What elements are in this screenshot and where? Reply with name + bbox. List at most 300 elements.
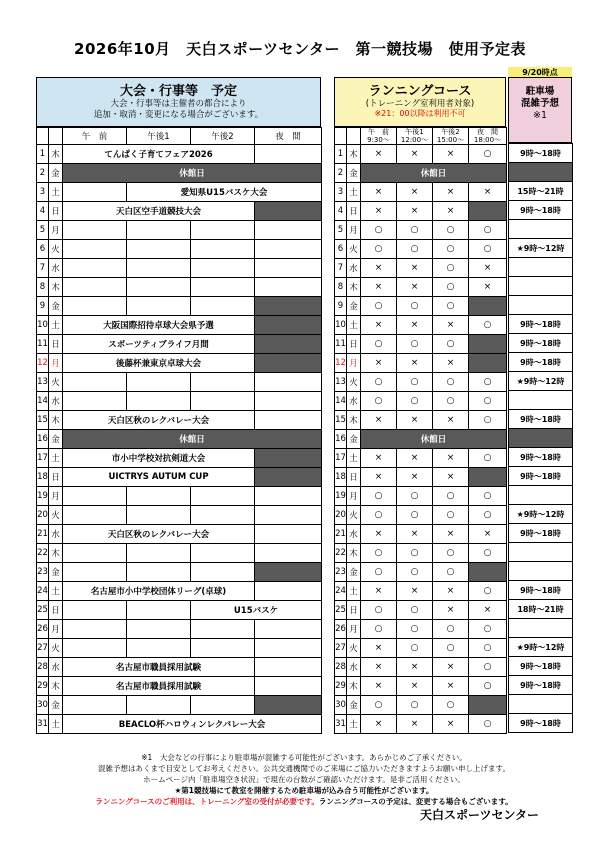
- slot-cell: [191, 696, 255, 715]
- availability-mark: ○: [433, 506, 469, 525]
- parking-forecast: 9時～18時: [509, 353, 573, 372]
- availability-mark: ○: [469, 145, 507, 164]
- running-row: [335, 202, 507, 221]
- weekday: 土: [49, 316, 63, 335]
- availability-mark: ○: [433, 240, 469, 259]
- events-row: [37, 639, 322, 658]
- slot-cell: [255, 392, 322, 411]
- day-number: 8: [37, 278, 49, 297]
- day-number: 24: [335, 582, 347, 601]
- events-row: [37, 430, 322, 449]
- as-of-badge: 9/20時点: [508, 67, 572, 78]
- running-row: [335, 335, 507, 354]
- running-row: [335, 563, 507, 582]
- availability-mark: ○: [469, 373, 507, 392]
- slot-cell: [127, 639, 191, 658]
- weekday: 土: [347, 715, 361, 734]
- availability-mark: ○: [397, 620, 433, 639]
- availability-mark: ×: [361, 278, 397, 297]
- running-row: [335, 487, 507, 506]
- day-number: 18: [335, 468, 347, 487]
- events-row: [37, 335, 322, 354]
- day-number: 20: [335, 506, 347, 525]
- slot-cell: [255, 411, 322, 430]
- events-row: [37, 240, 322, 259]
- slot-cell: [255, 506, 322, 525]
- weekday: 火: [49, 506, 63, 525]
- availability-mark: ×: [361, 316, 397, 335]
- event-name: 市小中学校対抗剣道大会: [63, 449, 255, 468]
- day-number: 19: [37, 487, 49, 506]
- availability-mark: ×: [433, 582, 469, 601]
- events-note-2: 追加・取消・変更になる場合がございます。: [93, 110, 264, 120]
- weekday: 金: [49, 563, 63, 582]
- running-course-header: [334, 77, 506, 127]
- parking-forecast: [509, 391, 573, 410]
- availability-mark: ○: [361, 240, 397, 259]
- weekday: 木: [49, 544, 63, 563]
- parking-row: [509, 524, 573, 543]
- availability-mark: ○: [433, 335, 469, 354]
- slot-cell: [191, 620, 255, 639]
- event-name: 天白区秋のレクバレー大会: [63, 525, 255, 544]
- running-row: [335, 316, 507, 335]
- availability-mark: ×: [361, 677, 397, 696]
- parking-forecast: 9時～18時: [509, 467, 573, 486]
- availability-mark: ○: [433, 392, 469, 411]
- events-row: [37, 601, 322, 620]
- weekday: 土: [49, 183, 63, 202]
- footnote-4: ★第1競技場にて教室を開催するため駐車場が込み合う可能性がございます。: [174, 786, 434, 795]
- weekday: 月: [49, 354, 63, 373]
- day-number: 30: [335, 696, 347, 715]
- events-row: [37, 506, 322, 525]
- slot-cell: [127, 221, 191, 240]
- availability-mark: ○: [433, 487, 469, 506]
- events-row: [37, 696, 322, 715]
- availability-mark: ○: [397, 297, 433, 316]
- availability-mark: ×: [469, 259, 507, 278]
- running-row: [335, 715, 507, 734]
- day-number: 9: [335, 297, 347, 316]
- parking-row: [509, 543, 573, 562]
- day-number: 2: [37, 164, 49, 183]
- events-row: [37, 582, 322, 601]
- day-number: 6: [37, 240, 49, 259]
- slot-cell: [63, 221, 127, 240]
- weekday: 月: [347, 354, 361, 373]
- availability-mark: ×: [361, 354, 397, 373]
- day-number: 27: [335, 639, 347, 658]
- slot-cell: [127, 297, 191, 316]
- slot-cell: [63, 563, 127, 582]
- weekday: 木: [49, 145, 63, 164]
- day-number: 26: [335, 620, 347, 639]
- availability-mark: ○: [361, 620, 397, 639]
- slot-cell: [127, 563, 191, 582]
- slot-cell: [255, 202, 322, 221]
- slot-cell: [255, 639, 322, 658]
- parking-forecast: 9時～18時: [509, 448, 573, 467]
- availability-mark: ×: [361, 715, 397, 734]
- parking-row: [509, 239, 573, 258]
- parking-forecast: 9時～18時: [509, 144, 573, 163]
- slot-cell: [63, 392, 127, 411]
- slot-cell: [255, 354, 322, 373]
- availability-mark: ○: [397, 240, 433, 259]
- running-row: [335, 544, 507, 563]
- slot-cell: [255, 297, 322, 316]
- parking-row: [509, 391, 573, 410]
- events-row: [37, 544, 322, 563]
- slot-cell: [63, 601, 127, 620]
- weekday: 金: [347, 164, 361, 183]
- availability-mark: ○: [433, 297, 469, 316]
- weekday: 木: [347, 411, 361, 430]
- events-row: [37, 715, 322, 734]
- parking-row: [509, 182, 573, 201]
- day-number: 16: [335, 430, 347, 449]
- unavailable-cell: [469, 563, 507, 582]
- parking-footnote-mark: ※1: [532, 110, 547, 121]
- running-row: [335, 164, 507, 183]
- availability-mark: ○: [397, 221, 433, 240]
- col-am: 午 前: [63, 128, 127, 145]
- running-course-note-1: (トレーニング室利用者対象): [365, 99, 475, 109]
- availability-mark: ×: [469, 278, 507, 297]
- availability-mark: ×: [397, 525, 433, 544]
- parking-row: [509, 486, 573, 505]
- availability-mark: ×: [433, 449, 469, 468]
- parking-forecast: [509, 486, 573, 505]
- slot-cell: [63, 506, 127, 525]
- unavailable-cell: [469, 297, 507, 316]
- weekday: 火: [347, 506, 361, 525]
- slot-cell: [127, 373, 191, 392]
- events-row: [37, 373, 322, 392]
- availability-mark: ○: [433, 563, 469, 582]
- footnote-5-red: ランニングコースのご利用は、トレーニング室の受付が必要です。: [95, 797, 319, 806]
- day-number: 15: [37, 411, 49, 430]
- weekday: 金: [49, 696, 63, 715]
- day-number: 28: [335, 658, 347, 677]
- closed-cell: 休館日: [361, 164, 507, 183]
- slot-cell: [191, 240, 255, 259]
- parking-forecast: ★9時～12時: [509, 638, 573, 657]
- day-number: 1: [37, 145, 49, 164]
- weekday: 木: [49, 411, 63, 430]
- parking-row: [509, 695, 573, 714]
- parking-row: [509, 144, 573, 163]
- slot-cell: [127, 696, 191, 715]
- events-row: [37, 259, 322, 278]
- availability-mark: ×: [433, 468, 469, 487]
- availability-mark: ×: [361, 202, 397, 221]
- availability-mark: ×: [397, 183, 433, 202]
- slot-cell: [255, 449, 322, 468]
- events-row: [37, 297, 322, 316]
- parking-forecast: 18時～21時: [509, 600, 573, 619]
- day-number: 13: [37, 373, 49, 392]
- availability-mark: ○: [469, 658, 507, 677]
- footnotes: [36, 752, 572, 807]
- events-row: [37, 316, 322, 335]
- parking-row: [509, 353, 573, 372]
- footnote-3: ホームページ内「駐車場空き状況」で現在の台数がご確認いただけます。是非ご活用ください。: [143, 775, 465, 784]
- weekday: 木: [347, 677, 361, 696]
- slot-cell: [127, 392, 191, 411]
- day-number: 23: [37, 563, 49, 582]
- parking-title-1: 駐車場: [525, 86, 555, 97]
- slot-cell: [191, 373, 255, 392]
- parking-row: [509, 410, 573, 429]
- parking-row: [509, 315, 573, 334]
- availability-mark: ×: [397, 468, 433, 487]
- parking-forecast: [509, 220, 573, 239]
- weekday: 月: [347, 487, 361, 506]
- slot-cell: [191, 506, 255, 525]
- weekday: 土: [347, 183, 361, 202]
- slot-cell: [255, 373, 322, 392]
- slot-cell: [255, 525, 322, 544]
- availability-mark: ○: [361, 563, 397, 582]
- day-number: 21: [335, 525, 347, 544]
- day-number: 17: [37, 449, 49, 468]
- parking-header: [508, 77, 572, 143]
- availability-mark: ○: [433, 278, 469, 297]
- availability-mark: ○: [397, 373, 433, 392]
- availability-mark: ×: [469, 601, 507, 620]
- day-number: 14: [37, 392, 49, 411]
- availability-mark: ○: [361, 373, 397, 392]
- slot-cell: [255, 658, 322, 677]
- availability-mark: ○: [361, 601, 397, 620]
- weekday: 水: [347, 658, 361, 677]
- parking-forecast: 15時～21時: [509, 182, 573, 201]
- event-name: 大阪国際招待卓球大会県予選: [63, 316, 255, 335]
- events-row: [37, 525, 322, 544]
- availability-mark: ○: [397, 601, 433, 620]
- events-column-header-row: [37, 128, 322, 145]
- unavailable-cell: [469, 696, 507, 715]
- availability-mark: ○: [433, 544, 469, 563]
- availability-mark: ×: [433, 715, 469, 734]
- slot-cell: [191, 278, 255, 297]
- running-row: [335, 525, 507, 544]
- running-row: [335, 373, 507, 392]
- running-course-title: ランニングコース: [368, 84, 472, 99]
- availability-mark: ×: [361, 525, 397, 544]
- event-name: スポーツティブライフ月間: [63, 335, 255, 354]
- weekday: 火: [347, 240, 361, 259]
- events-row: [37, 563, 322, 582]
- events-row: [37, 658, 322, 677]
- events-row: [37, 354, 322, 373]
- slot-cell: [63, 544, 127, 563]
- running-row: [335, 658, 507, 677]
- slot-cell: [63, 240, 127, 259]
- slot-cell: [63, 183, 127, 202]
- day-number: 31: [335, 715, 347, 734]
- running-row: [335, 259, 507, 278]
- availability-mark: ×: [397, 259, 433, 278]
- availability-mark: ○: [397, 639, 433, 658]
- availability-mark: ○: [361, 335, 397, 354]
- slot-cell: [255, 487, 322, 506]
- day-number: 16: [37, 430, 49, 449]
- weekday: 木: [347, 145, 361, 164]
- weekday: 日: [49, 335, 63, 354]
- parking-forecast: ★9時～12時: [509, 239, 573, 258]
- run-col-pm1: 午後1 12:00～: [397, 128, 433, 145]
- availability-mark: ○: [469, 677, 507, 696]
- availability-mark: ○: [469, 639, 507, 658]
- event-name: 天白区空手道競技大会: [63, 202, 255, 221]
- event-name: 天白区秋のレクバレー大会: [63, 411, 255, 430]
- events-row: [37, 278, 322, 297]
- col-night: 夜 間: [255, 128, 322, 145]
- running-row: [335, 696, 507, 715]
- slot-cell: [63, 487, 127, 506]
- slot-cell: [127, 544, 191, 563]
- weekday: 土: [347, 316, 361, 335]
- slot-cell: [191, 544, 255, 563]
- weekday: 金: [347, 430, 361, 449]
- run-col-pm2: 午後2 15:00～: [433, 128, 469, 145]
- parking-row: [509, 334, 573, 353]
- availability-mark: ×: [433, 411, 469, 430]
- weekday: 日: [347, 601, 361, 620]
- availability-mark: ×: [397, 449, 433, 468]
- weekday: 金: [347, 297, 361, 316]
- parking-forecast: [509, 296, 573, 315]
- availability-mark: ○: [361, 221, 397, 240]
- parking-forecast: 9時～18時: [509, 676, 573, 695]
- availability-mark: ×: [433, 183, 469, 202]
- availability-mark: ○: [469, 506, 507, 525]
- day-number: 3: [37, 183, 49, 202]
- organization-name: 天白スポーツセンター: [420, 808, 540, 822]
- slot-cell: [191, 392, 255, 411]
- day-number: 29: [335, 677, 347, 696]
- availability-mark: ×: [433, 658, 469, 677]
- day-number: 9: [37, 297, 49, 316]
- availability-mark: ○: [469, 240, 507, 259]
- availability-mark: ○: [469, 411, 507, 430]
- day-number: 27: [37, 639, 49, 658]
- slot-cell: [255, 335, 322, 354]
- weekday: 木: [49, 677, 63, 696]
- events-row: [37, 411, 322, 430]
- unavailable-cell: [469, 202, 507, 221]
- availability-mark: ○: [433, 639, 469, 658]
- col-pm1: 午後1: [127, 128, 191, 145]
- parking-row: [509, 619, 573, 638]
- parking-forecast: [509, 163, 573, 182]
- running-row: [335, 278, 507, 297]
- day-number: 12: [37, 354, 49, 373]
- slot-cell: [63, 620, 127, 639]
- availability-mark: ×: [397, 145, 433, 164]
- weekday: 土: [49, 582, 63, 601]
- running-row: [335, 449, 507, 468]
- slot-cell: [255, 696, 322, 715]
- availability-mark: ○: [397, 544, 433, 563]
- events-row: [37, 620, 322, 639]
- slot-cell: [255, 316, 322, 335]
- unavailable-cell: [469, 335, 507, 354]
- availability-mark: ○: [397, 335, 433, 354]
- slot-cell: [127, 278, 191, 297]
- weekday: 水: [49, 392, 63, 411]
- day-number: 6: [335, 240, 347, 259]
- day-number: 3: [335, 183, 347, 202]
- events-row: [37, 392, 322, 411]
- parking-title-2: 混雑予想: [520, 98, 559, 109]
- running-row: [335, 468, 507, 487]
- run-col-am: 午 前 9:30～: [361, 128, 397, 145]
- day-number: 12: [335, 354, 347, 373]
- slot-cell: [127, 601, 191, 620]
- weekday: 金: [49, 297, 63, 316]
- parking-forecast: [509, 543, 573, 562]
- availability-mark: ○: [397, 563, 433, 582]
- events-row: [37, 487, 322, 506]
- parking-forecast: 9時～18時: [509, 714, 573, 733]
- event-name: BEACLO杯ハロウィンレクバレー大会: [63, 715, 322, 734]
- parking-forecast: [509, 619, 573, 638]
- unavailable-cell: [469, 354, 507, 373]
- availability-mark: ○: [469, 715, 507, 734]
- parking-row: [509, 220, 573, 239]
- availability-mark: ×: [433, 677, 469, 696]
- availability-mark: ×: [397, 202, 433, 221]
- parking-row: [509, 201, 573, 220]
- weekday: 火: [49, 373, 63, 392]
- slot-cell: [255, 221, 322, 240]
- slot-cell: [255, 544, 322, 563]
- day-number: 2: [335, 164, 347, 183]
- day-number: 29: [37, 677, 49, 696]
- parking-forecast: 9時～18時: [509, 315, 573, 334]
- parking-forecast: [509, 258, 573, 277]
- availability-mark: ○: [433, 221, 469, 240]
- slot-cell: [191, 259, 255, 278]
- availability-mark: ○: [397, 392, 433, 411]
- parking-row: [509, 714, 573, 733]
- slot-cell: [63, 373, 127, 392]
- weekday: 火: [49, 639, 63, 658]
- weekday: 日: [49, 202, 63, 221]
- availability-mark: ×: [397, 658, 433, 677]
- events-row: [37, 221, 322, 240]
- slot-cell: [255, 563, 322, 582]
- parking-row: [509, 448, 573, 467]
- events-row: [37, 164, 322, 183]
- events-row: [37, 449, 322, 468]
- events-row: [37, 677, 322, 696]
- day-number: 4: [37, 202, 49, 221]
- availability-mark: ×: [361, 411, 397, 430]
- availability-mark: ×: [397, 354, 433, 373]
- day-number: 30: [37, 696, 49, 715]
- running-row: [335, 145, 507, 164]
- slot-cell: [255, 240, 322, 259]
- availability-mark: ○: [361, 392, 397, 411]
- slot-cell: [191, 221, 255, 240]
- availability-mark: ×: [433, 145, 469, 164]
- availability-mark: ○: [469, 487, 507, 506]
